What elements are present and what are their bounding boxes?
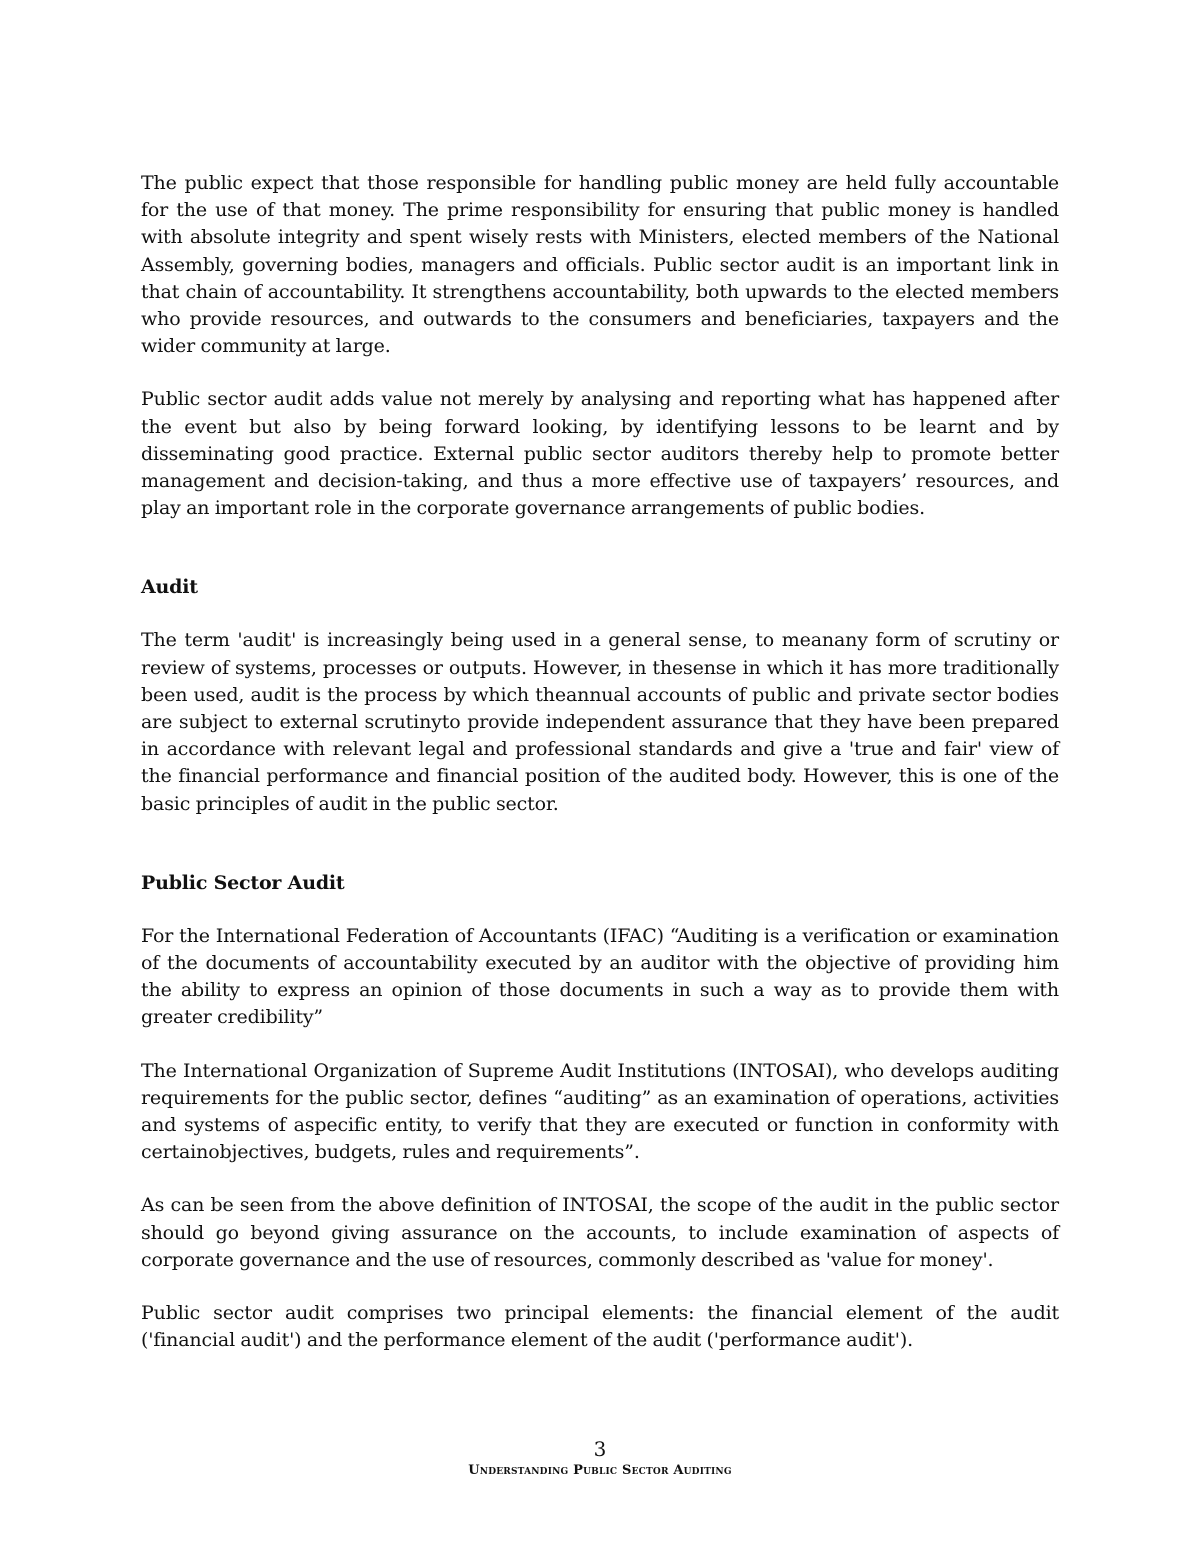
heading-spacer <box>141 601 1059 627</box>
intosai-definition-paragraph: The International Organization of Supreme Audit Institutions (INTOSAI), who develops auditing requirements for the public sector, defines “auditing” as an examination of operations, activities and systems of aspecific entity, to verify that they are executed or function in conformity with certainobjectives, budgets, rules and requirements”. <box>141 1059 1059 1164</box>
paragraph-spacer <box>141 1166 1059 1192</box>
elements-paragraph: Public sector audit comprises two principal elements: the financial element of the audit ('financial audit') and the performance element of the audit ('performance audit'). <box>141 1302 1059 1352</box>
section-spacer <box>141 522 1059 574</box>
paragraph-spacer <box>141 1032 1059 1058</box>
page-body <box>141 170 1059 1355</box>
audit-definition-paragraph: The term 'audit' is increasingly being used in a general sense, to meanany form of scrutiny or review of systems, processes or outputs. However, in thesense in which it has more traditionally been used, audit is the process by which theannual accounts of public and private sector bodies are subject to external scrutinyto provide independent assurance that they have been prepared in accordance with relevant legal and professional standards and give a 'true and fair' view of the financial performance and financial position of the audited body. However, this is one of the basic principles of audit in the public sector. <box>141 629 1059 815</box>
heading-spacer <box>141 897 1059 923</box>
ifac-definition-paragraph: For the International Federation of Accountants (IFAC) “Auditing is a verification or examination of the documents of accountability executed by an auditor with the objective of providing him the ability to express an opinion of those documents in such a way as to provide them with greater credibility” <box>141 924 1059 1029</box>
paragraph-spacer <box>141 1274 1059 1300</box>
running-footer-title: Understanding Public Sector Auditing <box>468 1463 732 1478</box>
intro-paragraph-accountability: The public expect that those responsible for handling public money are held fully accountable for the use of that money. The prime responsibility for ensuring that public money is handled with absolute integrity and spent wisely rests with Ministers, elected members of the National Assembly, governing bodies, managers and officials. Public sector audit is an important link in that chain of accountability. It strengthens accountability, both upwards to the elected members who provide resources, and outwards to the consumers and beneficiaries, taxpayers and the wider community at large. <box>141 172 1059 358</box>
page-number: 3 <box>593 1437 607 1461</box>
paragraph-spacer <box>141 360 1059 386</box>
intro-paragraph-value: Public sector audit adds value not merely by analysing and reporting what has happened after the event but also by being forward looking, by identifying lessons to be learnt and by disseminating good practice. External public sector auditors thereby help to promote better management and decision-taking, and thus a more effective use of taxpayers’ resources, and play an important role in the corporate governance arrangements of public bodies. <box>141 388 1059 520</box>
section-heading-audit: Audit <box>141 576 198 599</box>
scope-paragraph: As can be seen from the above definition of INTOSAI, the scope of the audit in the public sector should go beyond giving assurance on the accounts, to include examination of aspects of corporate governance and the use of resources, commonly described as 'value for money'. <box>141 1194 1059 1271</box>
section-heading-public-sector-audit: Public Sector Audit <box>141 871 345 894</box>
section-spacer <box>141 818 1059 870</box>
